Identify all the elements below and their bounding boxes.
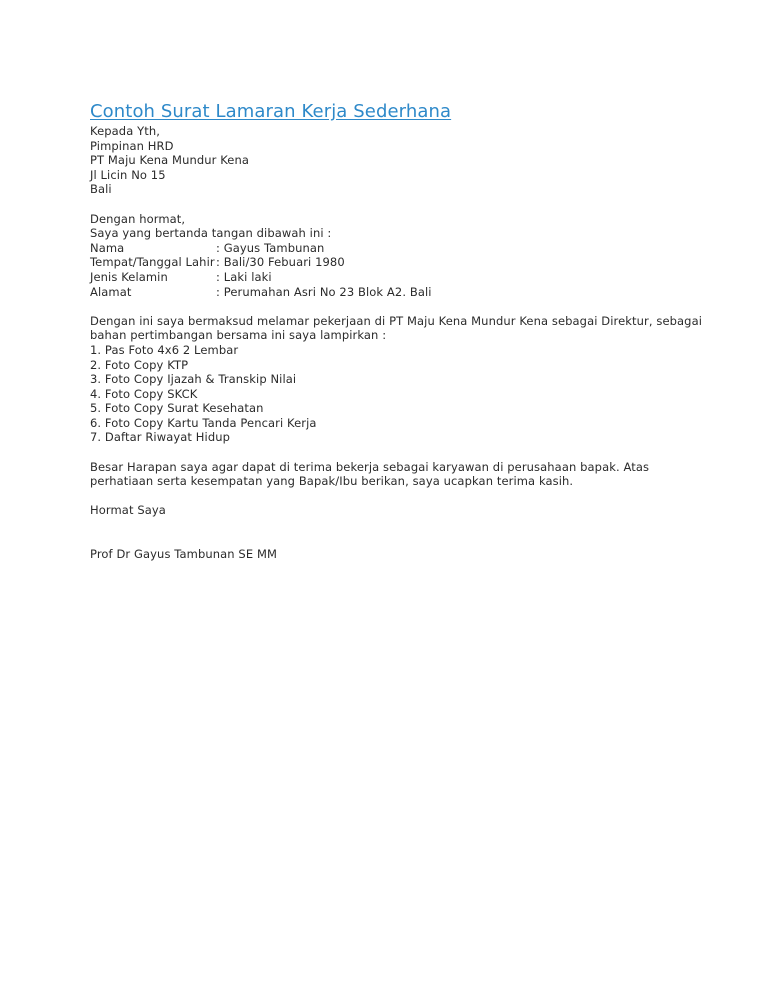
recipient-block	[90, 124, 690, 197]
details-block	[90, 241, 690, 299]
body-text-line: Dengan ini saya bermaksud melamar pekerjaan di PT Maju Kena Mundur Kena sebagai Direktur, sebagai	[90, 313, 703, 328]
list-item: 2. Foto Copy KTP	[90, 357, 189, 372]
spacer	[90, 518, 690, 547]
detail-value: : Gayus Tambunan	[216, 240, 325, 255]
body-text-line: bahan pertimbangan bersama ini saya lampirkan :	[90, 328, 387, 343]
detail-row	[90, 241, 690, 256]
detail-label: Jenis Kelamin	[90, 269, 168, 284]
detail-value: : Bali/30 Febuari 1980	[216, 255, 345, 270]
closing-text-line: Besar Harapan saya agar dapat di terima bekerja sebagai karyawan di perusahaan bapak. Atas	[90, 459, 650, 474]
detail-value: : Laki laki	[216, 269, 272, 284]
recipient-line: Kepada Yth,	[90, 124, 160, 138]
list-item: 4. Foto Copy SKCK	[90, 386, 198, 401]
attachment-list	[90, 343, 690, 445]
page-title-link[interactable]: Contoh Surat Lamaran Kerja Sederhana	[90, 101, 452, 122]
intro-text: Saya yang bertanda tangan dibawah ini :	[90, 226, 332, 241]
spacer	[90, 197, 690, 212]
letter-page	[90, 100, 703, 562]
detail-label: Alamat	[90, 284, 132, 299]
signature-name: Prof Dr Gayus Tambunan SE MM	[90, 547, 277, 562]
recipient-line: Pimpinan HRD	[90, 138, 174, 153]
detail-label: Tempat/Tanggal Lahir	[90, 255, 215, 270]
detail-label: Nama	[90, 240, 125, 255]
list-item: 7. Daftar Riwayat Hidup	[90, 430, 231, 445]
list-item: 5. Foto Copy Surat Kesehatan	[90, 401, 264, 416]
detail-row	[90, 255, 690, 270]
closing-text-line: perhatiaan serta kesempatan yang Bapak/Ibu berikan, saya ucapkan terima kasih.	[90, 474, 574, 489]
spacer	[90, 299, 690, 314]
list-item: 1. Pas Foto 4x6 2 Lembar	[90, 342, 239, 357]
detail-value: : Perumahan Asri No 23 Blok A2. Bali	[216, 284, 432, 299]
recipient-line: PT Maju Kena Mundur Kena	[90, 153, 250, 168]
detail-row	[90, 270, 690, 285]
recipient-line: Jl Licin No 15	[90, 167, 166, 182]
spacer	[90, 445, 690, 460]
spacer	[90, 489, 690, 504]
list-item: 3. Foto Copy Ijazah & Transkip Nilai	[90, 372, 297, 387]
recipient-line: Bali	[90, 182, 112, 197]
detail-row	[90, 285, 690, 300]
regards-text: Hormat Saya	[90, 503, 166, 518]
greeting: Dengan hormat,	[90, 211, 186, 226]
list-item: 6. Foto Copy Kartu Tanda Pencari Kerja	[90, 415, 317, 430]
